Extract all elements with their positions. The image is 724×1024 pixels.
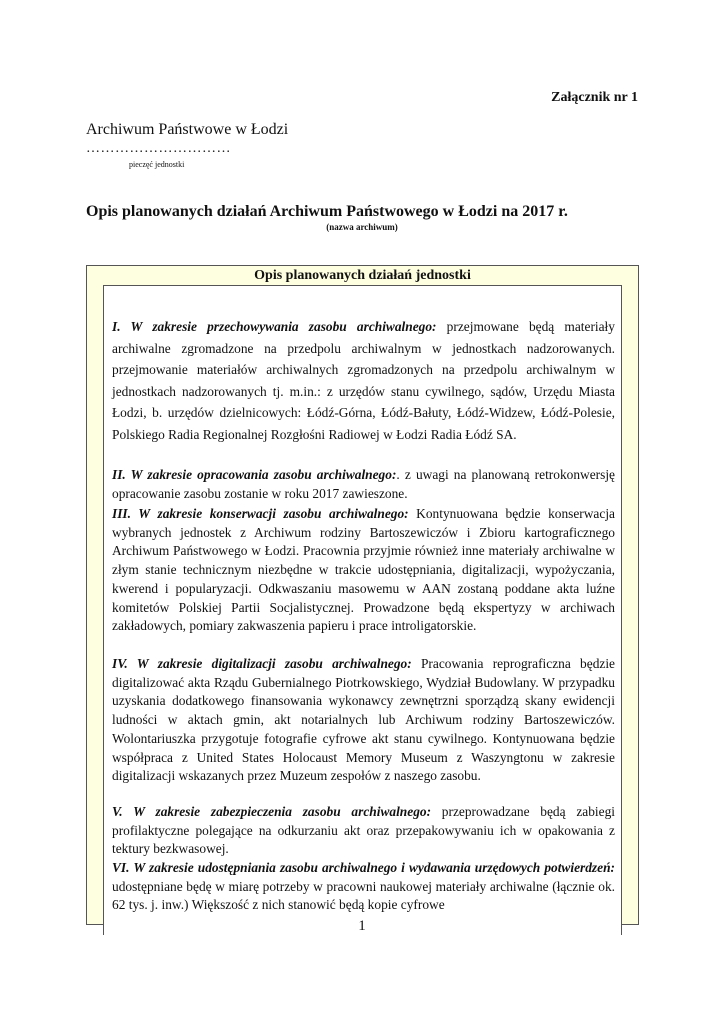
section-heading: III. W zakresie konserwacji zasobu archiwalnego: (112, 506, 409, 521)
page-number: 1 (358, 918, 366, 934)
plan-content (103, 285, 622, 935)
section-heading: IV. W zakresie digitalizacji zasobu archiwalnego: (112, 656, 412, 671)
section-access (112, 859, 615, 915)
section-conservation (112, 505, 615, 636)
section-body: Pracowania reprograficzna będzie digitalizować akta Rządu Gubernialnego Piotrkowskiego, Wydział Budowlany. W przypadku uzyskania dodatkowego finansowania wykonawcy zewnętrzni sporządzą skany ewidencji ludności w aktach gmin, akt notarialnych lub Archiwum rodziny Bartoszewiczów. Wolontariuszka przygotuje fotografie cyfrowe akt stanu cywilnego. Kontynuowana będzie współpraca z United States Holocaust Memory Museum z Waszyngtonu w zakresie digitalizacji wskazanych przez Muzeum zespołów z naszego zasobu. (112, 656, 615, 784)
annex-label: Załącznik nr 1 (551, 90, 638, 105)
section-heading: V. W zakresie zabezpieczenia zasobu archiwalnego: (112, 804, 432, 819)
dotted-line: ………………………… (86, 141, 231, 156)
archive-name: Archiwum Państwowe w Łodzi (86, 121, 289, 138)
section-body: udostępniane będę w miarę potrzeby w pracowni naukowej materiały archiwalne (łącznie ok. 62 tys. j. inw.) Większość z nich stanowić będą kopie cyfrowe (112, 878, 615, 913)
section-protection (112, 803, 615, 859)
archive-caption: (nazwa archiwum) (326, 222, 398, 232)
section-storage (112, 316, 615, 445)
section-heading: II. W zakresie opracowania zasobu archiwalnego: (112, 467, 397, 482)
section-heading: I. W zakresie przechowywania zasobu archiwalnego: (112, 319, 437, 334)
section-body: Kontynuowana będzie konserwacja wybranych jednostek z Archiwum rodziny Bartoszewiczów i Zbioru kartograficznego Archiwum Państwowego w Łodzi. Pracownia przyjmie również inne materiały archiwalne w złym stanie technicznym niezbędne w trakcie udostępniania, digitalizacji, wypożyczania, kwerend i popularyzacji. Odkwaszaniu masowemu w AAN zostaną poddane akta luźne komitetów Polskiej Partii Socjalistycznej. Prowadzone będą ekspertyzy w archiwach zakładowych, pomiary zakwaszenia papieru i prace introligatorskie. (112, 506, 615, 634)
box-header: Opis planowanych działań jednostki (254, 268, 471, 283)
section-digitization (112, 655, 615, 786)
section-body: przeprowadzane będą zabiegi profilaktyczne polegające na odkurzaniu akt oraz przepakowywaniu ich w opakowania z tektury bezkwasowej. (112, 804, 615, 857)
section-body: przejmowane będą materiały archiwalne zgromadzone na przedpolu archiwalnym w jednostkach nadzorowanych. przejmowanie materiałów archiwalnych zgromadzonych na przedpolu archiwalnym w jednostkach nadzorowanych tj. m.in.: z urzędów stanu cywilnego, sądów, Urzędu Miasta Łodzi, b. urzędów dzielnicowych: Łódź-Górna, Łódź-Bałuty, Łódź-Widzew, Łódź-Polesie, Polskiego Radia Regionalnej Rozgłośni Radiowej w Łodzi Radia Łódź SA. (112, 319, 615, 442)
stamp-label: pieczęć jednostki (129, 160, 185, 169)
section-processing (112, 466, 615, 503)
document-title: Opis planowanych działań Archiwum Państwowego w Łodzi na 2017 r. (86, 203, 568, 220)
plan-box (86, 265, 639, 925)
section-heading: VI. W zakresie udostępniania zasobu archiwalnego i wydawania urzędowych potwierdzeń: (112, 860, 615, 875)
section-body: . z uwagi na planowaną retrokonwersję opracowanie zasobu zostanie w roku 2017 zawieszone. (112, 467, 615, 501)
